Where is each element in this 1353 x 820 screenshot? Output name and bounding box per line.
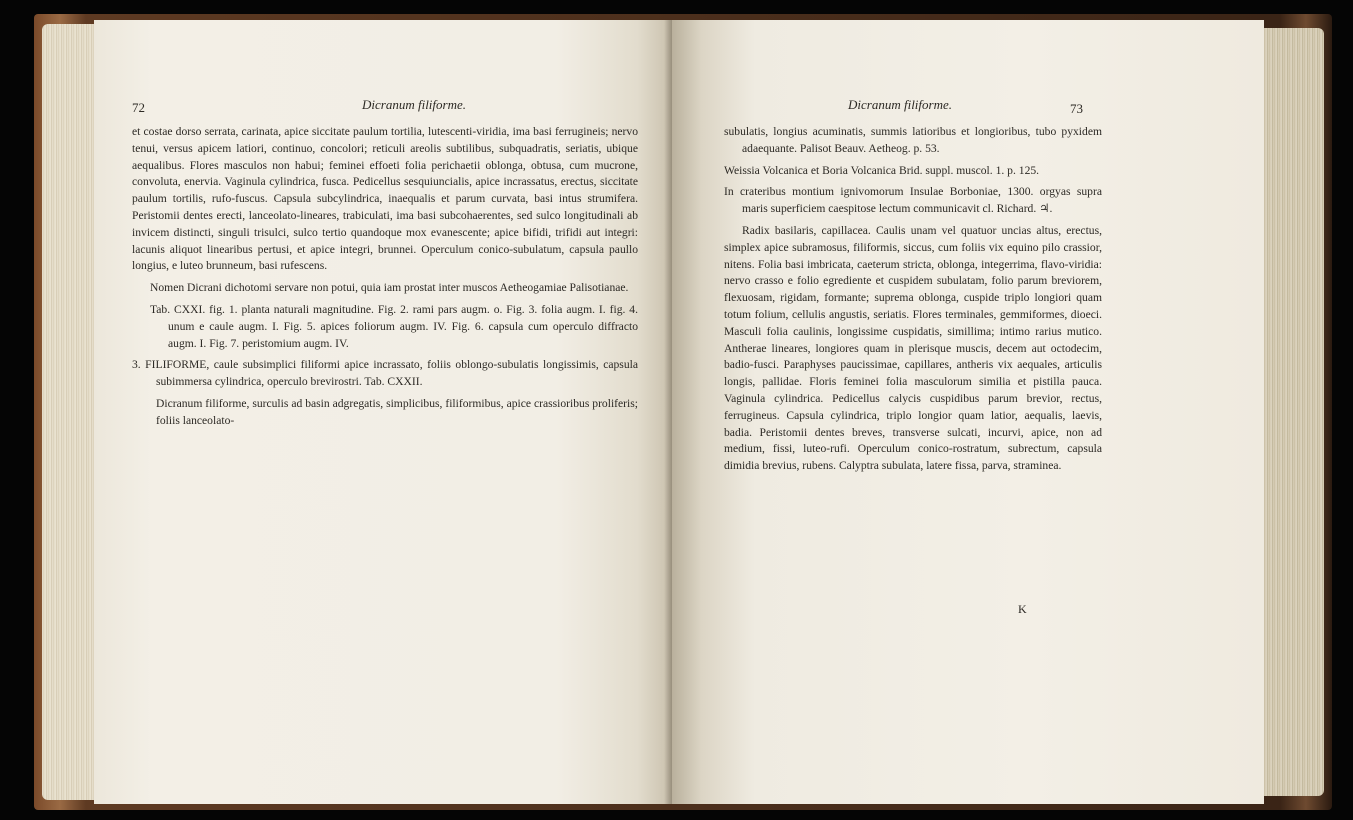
running-head: Dicranum filiforme. [848, 97, 952, 112]
paragraph: Dicranum filiforme, surculis ad basin adgregatis, simplicibus, filiformibus, apice crassioribus proliferis; foliis lanceolato- [156, 396, 638, 427]
paragraph: In crateribus montium ignivomorum Insulae Borboniae, 1300. orgyas supra maris superficiem caespitose lectum communicavit cl. Richard. ♃. [724, 185, 1102, 216]
paragraph: Radix basilaris, capillacea. Caulis unam vel quatuor uncias altus, erectus, simplex apice subramosus, filiformis, siccus, cum foliis vix equino pilo crassior, nitens. Folia basi imbricata, caeterum stricta, oblonga, integerrima, flavo-viridia: nervo crasso e folio egrediente et cuspidem subulatam, folio parum breviorem, flexuosam, rigidam, formante; suprema oblonga, cuspide triplo longiori quam totum folium, cellulis angustis, seriatis. Flores terminales, gemmiformes, dioeci. Masculi folia caulinis, longissime cuspidatis, simillima; intimo rarius mutico. Antherae lineares, longiores quam in plerisque muscis, decem aut octodecim, badio-fusci. Paraphyses paucissimae, capillares, antheris vix aequales, articulis longis, pallidae. Floris feminei folia masculorum similia et pistilla pauca. Vaginula cylindrica. Pedicellus calycis cuspidibus parum brevior, rectus, ferrugineus. Capsula cylindrica, triplo longior quam latior, aequalis, laevis, badia. Peristomii dentes breves, transverse sulcati, incurvi, apice, non ad medium, fissi, luteo-rufi. Operculum conico-rostratum, subrectum, capsula dimidia brevius, rubens. Calyptra subulata, latere fissa, parva, straminea. [724, 223, 1102, 473]
page-number: 73 [1070, 101, 1083, 116]
page-edges-left [42, 24, 102, 800]
page-number: 72 [132, 100, 145, 115]
paragraph: 3. FILIFORME, caule subsimplici filiformi apice incrassato, foliis oblongo-subulatis longissimis, capsula subimmersa cylindrica, operculo brevirostri. Tab. CXXII. [132, 358, 638, 389]
paragraph: Nomen Dicrani dichotomi servare non potui, quia iam prostat inter muscos Aetheogamiae Palisotianae. [150, 281, 629, 295]
right-body-text [724, 124, 1102, 475]
paragraph: Weissia Volcanica et Boria Volcanica Brid. suppl. muscol. 1. p. 125. [724, 163, 1040, 177]
paragraph: et costae dorso serrata, carinata, apice siccitate paulum tortilia, lutescenti-viridia, ima basi ferrugineis; nervo tenui, versus apicem latiori, continuo, concolori; reticuli areolis subtilibus, subquadratis, seriatis, ubique aequalibus. Flores masculos non habui; feminei effoeti folia perichaetii oblonga, obtusa, cum mucrone, convoluta, enervia. Vaginula cylindrica, fusca. Pedicellus sesquiuncialis, apice incrassatus, erectus, siccitate paulum tortilis, rufo-fuscus. Capsula subcylindrica, inaequalis et parum curvata, basi intus strumifera. Peristomii dentes erecti, lanceolato-lineares, trabiculati, ima basi subcohaerentes, sed sulco longitudinali ab invicem distincti, singuli trisulci, sulco tertio quandoque mox evanescente; apice bifidi, trifidi aut integri: lacunis aliquot linearibus pertusi, et apice integri, brunnei. Operculum conico-subulatum, capsula paullo longius, e luteo brunneum, basi rufescens. [132, 125, 638, 273]
signature-mark: K [1018, 602, 1027, 616]
left-body-text [132, 124, 638, 430]
left-page [94, 20, 672, 804]
running-head: Dicranum filiforme. [362, 97, 466, 112]
paragraph: subulatis, longius acuminatis, summis latioribus et longioribus, tubo pyxidem adaequante. Palisot Beauv. Aetheog. p. 53. [724, 125, 1102, 155]
page-edges-right [1258, 28, 1324, 796]
paragraph: Tab. CXXI. fig. 1. planta naturali magnitudine. Fig. 2. rami pars augm. o. Fig. 3. folia augm. I. fig. 4. unum e caule augm. I. Fig. 5. apices foliorum augm. IV. Fig. 6. capsula cum operculo diffracto augm. I. Fig. 7. peristomium augm. IV. [150, 302, 638, 350]
right-page [672, 20, 1264, 804]
